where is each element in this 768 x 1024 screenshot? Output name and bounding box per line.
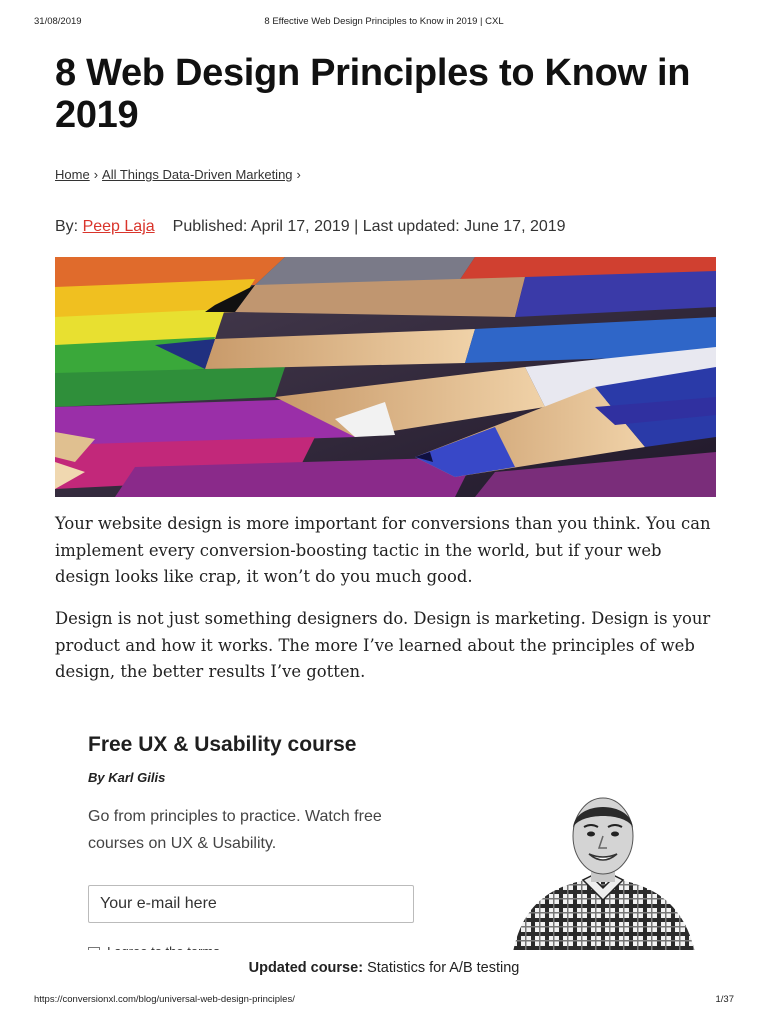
print-page-number: 1/37 xyxy=(715,994,734,1005)
breadcrumb xyxy=(55,167,305,182)
course-optin xyxy=(55,718,717,950)
byline-divider: | xyxy=(354,218,359,235)
breadcrumb-home-link[interactable]: Home xyxy=(55,167,90,182)
promo-bar[interactable] xyxy=(0,950,768,988)
breadcrumb-separator: › xyxy=(296,167,301,182)
promo-text[interactable]: Statistics for A/B testing xyxy=(367,960,520,976)
author-link[interactable]: Peep Laja xyxy=(82,218,155,235)
hero-image xyxy=(55,257,716,497)
published-date: April 17, 2019 xyxy=(250,218,350,235)
published-prefix: Published: xyxy=(172,218,248,235)
updated-date: June 17, 2019 xyxy=(464,218,566,235)
page-title: 8 Web Design Principles to Know in 2019 xyxy=(55,52,691,136)
breadcrumb-separator: › xyxy=(93,167,99,182)
updated-prefix: Last updated: xyxy=(362,218,460,235)
print-date: 31/08/2019 xyxy=(34,16,82,27)
print-footer xyxy=(34,994,734,1006)
optin-title: Free UX & Usability course xyxy=(88,733,357,756)
breadcrumb-category-link[interactable]: All Things Data-Driven Marketing xyxy=(102,167,293,182)
intro-paragraph-2: Design is not just something designers do. Design is marketing. Design is your product and how it works. The more I’ve learned about the principles of web design, the better results I’ve gotten. xyxy=(55,609,711,681)
byline-prefix: By: xyxy=(55,218,79,235)
intro-paragraph-1: Your website design is more important for conversions than you think. You can implement every conversion-boosting tactic in the world, but if your web design looks like crap, it won’t do you much good. xyxy=(55,514,711,586)
print-url: https://conversionxl.com/blog/universal-web-design-principles/ xyxy=(34,994,295,1005)
optin-description: Go from principles to practice. Watch free courses on UX & Usability. xyxy=(88,808,382,852)
print-doc-title: 8 Effective Web Design Principles to Know in 2019 | CXL xyxy=(264,16,504,27)
print-header xyxy=(34,16,734,30)
byline xyxy=(55,218,566,236)
instructor-portrait-icon xyxy=(503,792,703,952)
email-input[interactable] xyxy=(88,885,414,923)
promo-label: Updated course: xyxy=(248,960,364,976)
optin-author: By Karl Gilis xyxy=(88,770,166,785)
colored-pencils-icon xyxy=(55,257,716,497)
